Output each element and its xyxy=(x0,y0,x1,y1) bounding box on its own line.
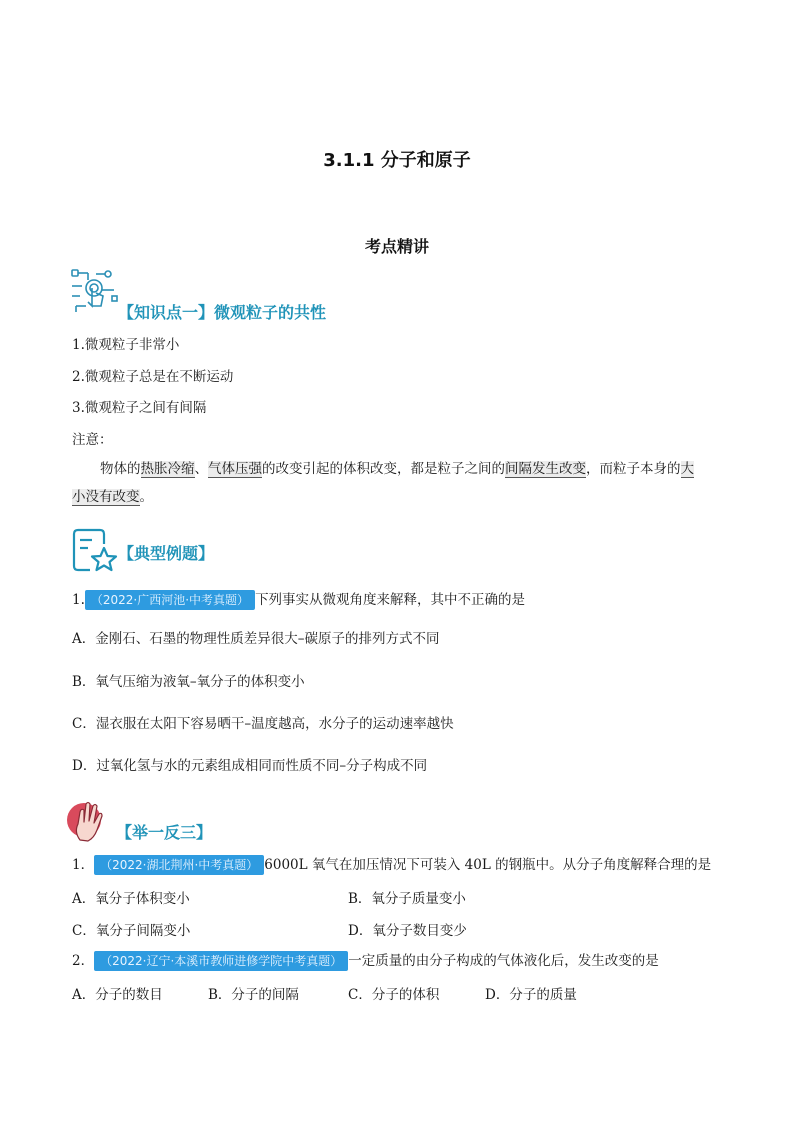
source-tag: （2022·湖北荆州·中考真题） xyxy=(94,855,264,875)
note-label: 注意： xyxy=(72,432,113,448)
knowledge-point-1: 1.微观粒子非常小 xyxy=(72,337,180,353)
touch-circuit-icon xyxy=(68,266,120,316)
source-tag: （2022·广西河池·中考真题） xyxy=(85,590,255,610)
source-tag: （2022·辽宁·本溪市教师进修学院中考真题） xyxy=(94,951,348,971)
page-title: 3.1.1 分子和原子 xyxy=(323,150,471,171)
example-q1-option-b: B．氧气压缩为液氧–氧分子的体积变小 xyxy=(72,674,305,690)
practice-q1-option-c: C．氧分子间隔变小 xyxy=(72,923,191,939)
knowledge-heading: 【知识点一】微观粒子的共性 xyxy=(118,303,327,322)
highlight-spacing: 间隔发生改变 xyxy=(505,461,586,477)
practice-q2-stem: 2． （2022·辽宁·本溪市教师进修学院中考真题） 一定质量的由分子构成的气体液化后，发生改变的是 xyxy=(72,953,659,969)
example-q1-stem: 1. （2022·广西河池·中考真题） 下列事实从微观角度来解释，其中不正确的是 xyxy=(72,592,526,608)
star-card-icon xyxy=(70,526,118,574)
practice-q1-option-b: B．氧分子质量变小 xyxy=(348,891,466,907)
highlight-pressure: 气体压强 xyxy=(208,461,262,477)
practice-q1-stem: 1． （2022·湖北荆州·中考真题） 6000L 氧气在加压情况下可装入 40L 的钢瓶中。从分子角度解释合理的是 xyxy=(72,857,712,873)
example-q1-option-d: D．过氧化氢与水的元素组成相同而性质不同–分子构成不同 xyxy=(72,758,428,774)
examples-heading: 【典型例题】 xyxy=(118,544,215,563)
page-subtitle: 考点精讲 xyxy=(364,237,429,256)
practice-q2-option-d: D．分子的质量 xyxy=(485,987,577,1003)
highlight-thermal: 热胀冷缩 xyxy=(140,461,195,477)
practice-q2-option-b: B．分子的间隔 xyxy=(208,987,299,1003)
practice-q1-option-a: A．氧分子体积变小 xyxy=(72,891,190,907)
hand-icon xyxy=(64,796,114,844)
practice-q1-option-d: D．氧分子数目变少 xyxy=(348,923,467,939)
practice-q2-option-a: A．分子的数目 xyxy=(72,987,163,1003)
knowledge-point-2: 2.微观粒子总是在不断运动 xyxy=(72,369,234,385)
knowledge-point-3: 3.微观粒子之间有间隔 xyxy=(72,400,207,416)
practice-heading: 【举一反三】 xyxy=(116,823,213,842)
note-paragraph: 物体的热胀冷缩、气体压强的改变引起的体积改变，都是粒子之间的间隔发生改变，而粒子本身的大 小没有改变。 xyxy=(72,461,694,505)
highlight-size-b: 小没有改变 xyxy=(72,489,140,505)
example-q1-option-a: A．金刚石、石墨的物理性质差异很大–碳原子的排列方式不同 xyxy=(72,631,440,647)
example-q1-option-c: C．湿衣服在太阳下容易晒干–温度越高，水分子的运动速率越快 xyxy=(72,716,454,732)
practice-q2-option-c: C．分子的体积 xyxy=(348,987,440,1003)
highlight-size-a: 大 xyxy=(680,461,694,477)
